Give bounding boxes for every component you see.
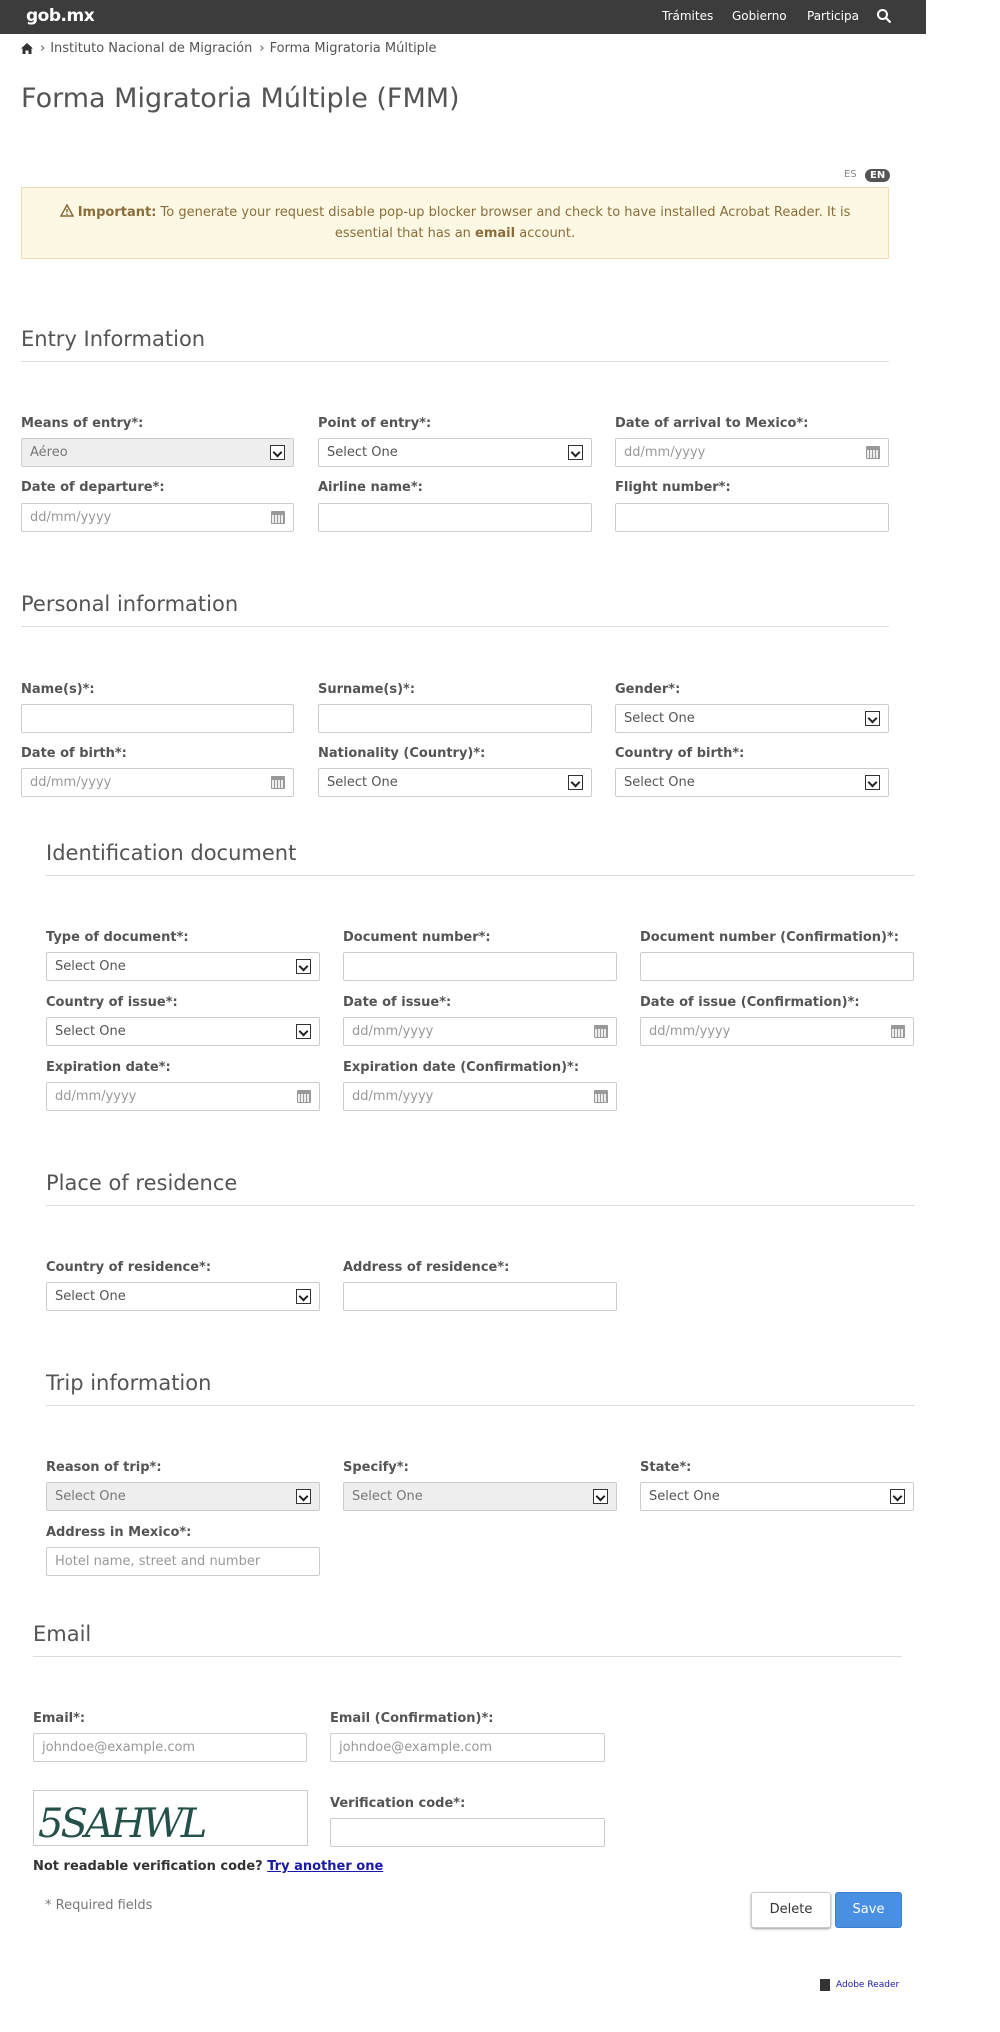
personal-section-title: Personal information xyxy=(21,592,239,616)
divider xyxy=(46,1205,915,1206)
country-of-birth-label: Country of birth*: xyxy=(615,746,745,761)
chevron-down-icon xyxy=(593,1489,608,1504)
chevron-down-icon xyxy=(296,959,311,974)
country-of-residence-select[interactable] xyxy=(46,1282,320,1311)
important-alert xyxy=(21,187,889,259)
date-of-issue-input[interactable] xyxy=(343,1017,617,1046)
arrival-date-input[interactable] xyxy=(615,438,889,467)
reason-of-trip-value: Select One xyxy=(55,1489,126,1504)
adobe-reader-text: Adobe Reader xyxy=(836,1980,900,1990)
doc-number-label: Document number*: xyxy=(343,930,491,945)
state-select[interactable] xyxy=(640,1482,914,1511)
svg-text:5SAHWL: 5SAHWL xyxy=(38,1801,205,1845)
breadcrumb xyxy=(21,41,437,56)
doc-number-confirm-label: Document number (Confirmation)*: xyxy=(640,930,899,945)
warning-icon xyxy=(60,204,74,217)
state-label: State*: xyxy=(640,1460,692,1475)
chevron-down-icon xyxy=(296,1024,311,1039)
airline-name-label: Airline name*: xyxy=(318,480,423,495)
means-of-entry-label: Means of entry*: xyxy=(21,416,144,431)
divider xyxy=(21,361,889,362)
nav-tramites[interactable]: Trámites xyxy=(662,9,714,23)
doc-type-value: Select One xyxy=(55,959,126,974)
expiration-date-confirm-label: Expiration date (Confirmation)*: xyxy=(343,1060,580,1075)
delete-button[interactable]: Delete xyxy=(751,1892,831,1928)
chevron-down-icon xyxy=(270,445,285,460)
surnames-label: Surname(s)*: xyxy=(318,682,416,697)
email-section-title: Email xyxy=(33,1622,92,1646)
email-confirm-placeholder: johndoe@example.com xyxy=(339,1740,493,1755)
calendar-icon[interactable] xyxy=(297,1090,311,1103)
nationality-label: Nationality (Country)*: xyxy=(318,746,486,761)
breadcrumb-fmm: Forma Migratoria Múltiple xyxy=(269,41,437,56)
dob-input[interactable] xyxy=(21,768,294,797)
gender-select[interactable] xyxy=(615,704,889,733)
point-of-entry-value: Select One xyxy=(327,445,398,460)
calendar-icon[interactable] xyxy=(594,1090,608,1103)
adobe-reader-link[interactable] xyxy=(820,1979,899,1991)
country-of-birth-select[interactable] xyxy=(615,768,889,797)
country-of-residence-value: Select One xyxy=(55,1289,126,1304)
captcha-image xyxy=(33,1790,308,1846)
address-in-mexico-input[interactable] xyxy=(46,1547,320,1576)
verification-code-label: Verification code*: xyxy=(330,1796,466,1811)
email-label: Email*: xyxy=(33,1711,86,1726)
chevron-down-icon xyxy=(296,1489,311,1504)
nav-gobierno[interactable]: Gobierno xyxy=(732,9,787,23)
gender-label: Gender*: xyxy=(615,682,681,697)
alert-text-end: account. xyxy=(515,226,576,241)
doc-number-confirm-input[interactable] xyxy=(640,952,914,981)
specify-value: Select One xyxy=(352,1489,423,1504)
adobe-icon xyxy=(820,1979,830,1991)
chevron-down-icon xyxy=(296,1289,311,1304)
expiration-date-placeholder: dd/mm/yyyy xyxy=(55,1089,137,1104)
captcha-graphic xyxy=(34,1791,307,1845)
calendar-icon[interactable] xyxy=(271,511,285,524)
doc-type-label: Type of document*: xyxy=(46,930,189,945)
address-of-residence-label: Address of residence*: xyxy=(343,1260,510,1275)
date-of-issue-confirm-input[interactable] xyxy=(640,1017,914,1046)
means-of-entry-value: Aéreo xyxy=(30,445,68,460)
nationality-value: Select One xyxy=(327,775,398,790)
arrival-date-placeholder: dd/mm/yyyy xyxy=(624,445,706,460)
save-button[interactable]: Save xyxy=(835,1892,902,1928)
flight-number-label: Flight number*: xyxy=(615,480,731,495)
address-of-residence-input[interactable] xyxy=(343,1282,617,1311)
chevron-down-icon xyxy=(865,775,880,790)
names-label: Name(s)*: xyxy=(21,682,95,697)
required-fields-note: * Required fields xyxy=(45,1898,153,1913)
state-value: Select One xyxy=(649,1489,720,1504)
calendar-icon[interactable] xyxy=(594,1025,608,1038)
date-of-issue-confirm-placeholder: dd/mm/yyyy xyxy=(649,1024,731,1039)
try-another-link[interactable]: Try another one xyxy=(267,1859,384,1874)
alert-strong: Important: xyxy=(77,205,157,220)
country-of-birth-value: Select One xyxy=(624,775,695,790)
airline-name-input[interactable] xyxy=(318,503,592,532)
reason-of-trip-select[interactable] xyxy=(46,1482,320,1511)
residence-section-title: Place of residence xyxy=(46,1171,238,1195)
lang-es-toggle[interactable]: ES xyxy=(844,169,857,180)
departure-date-placeholder: dd/mm/yyyy xyxy=(30,510,112,525)
country-of-issue-label: Country of issue*: xyxy=(46,995,178,1010)
divider xyxy=(21,626,889,627)
doc-type-select[interactable] xyxy=(46,952,320,981)
address-in-mexico-placeholder: Hotel name, street and number xyxy=(55,1554,261,1569)
verification-code-input[interactable] xyxy=(330,1818,605,1847)
chevron-right-icon: › xyxy=(40,41,46,56)
flight-number-input[interactable] xyxy=(615,503,889,532)
surnames-input[interactable] xyxy=(318,704,592,733)
gobmx-logo[interactable]: gob.mx xyxy=(26,6,95,26)
departure-date-label: Date of departure*: xyxy=(21,480,165,495)
divider xyxy=(46,875,915,876)
home-icon[interactable] xyxy=(21,43,33,54)
doc-number-input[interactable] xyxy=(343,952,617,981)
divider xyxy=(33,1656,902,1657)
point-of-entry-select[interactable] xyxy=(318,438,592,467)
chevron-down-icon xyxy=(568,445,583,460)
trip-section-title: Trip information xyxy=(46,1371,212,1395)
country-of-issue-value: Select One xyxy=(55,1024,126,1039)
gender-value: Select One xyxy=(624,711,695,726)
chevron-down-icon xyxy=(890,1489,905,1504)
calendar-icon[interactable] xyxy=(866,446,880,459)
departure-date-input[interactable] xyxy=(21,503,294,532)
chevron-down-icon xyxy=(568,775,583,790)
entry-section-title: Entry Information xyxy=(21,327,206,351)
nationality-select[interactable] xyxy=(318,768,592,797)
email-confirm-label: Email (Confirmation)*: xyxy=(330,1711,494,1726)
breadcrumb-inm[interactable]: Instituto Nacional de Migración xyxy=(50,41,253,56)
expiration-date-input[interactable] xyxy=(46,1082,320,1111)
dob-label: Date of birth*: xyxy=(21,746,127,761)
date-of-issue-placeholder: dd/mm/yyyy xyxy=(352,1024,434,1039)
not-readable-text: Not readable verification code? xyxy=(33,1859,263,1874)
date-of-issue-label: Date of issue*: xyxy=(343,995,452,1010)
point-of-entry-label: Point of entry*: xyxy=(318,416,432,431)
captcha-refresh-row xyxy=(33,1859,383,1874)
chevron-down-icon xyxy=(865,711,880,726)
expiration-date-confirm-placeholder: dd/mm/yyyy xyxy=(352,1089,434,1104)
date-of-issue-confirm-label: Date of issue (Confirmation)*: xyxy=(640,995,860,1010)
calendar-icon[interactable] xyxy=(891,1025,905,1038)
email-placeholder: johndoe@example.com xyxy=(42,1740,196,1755)
calendar-icon[interactable] xyxy=(271,776,285,789)
names-input[interactable] xyxy=(21,704,294,733)
alert-text: To generate your request disable pop-up blocker browser and check to have installed Acrobat Reader. It is essential that has an xyxy=(156,205,851,241)
address-in-mexico-label: Address in Mexico*: xyxy=(46,1525,192,1540)
expiration-date-label: Expiration date*: xyxy=(46,1060,171,1075)
country-of-residence-label: Country of residence*: xyxy=(46,1260,212,1275)
search-icon[interactable] xyxy=(876,8,892,24)
expiration-date-confirm-input[interactable] xyxy=(343,1082,617,1111)
dob-placeholder: dd/mm/yyyy xyxy=(30,775,112,790)
identification-section-title: Identification document xyxy=(46,841,297,865)
arrival-date-label: Date of arrival to Mexico*: xyxy=(615,416,809,431)
chevron-right-icon: › xyxy=(259,41,265,56)
nav-participa[interactable]: Participa xyxy=(807,9,859,23)
alert-email: email xyxy=(475,226,516,241)
page-title: Forma Migratoria Múltiple (FMM) xyxy=(21,83,460,114)
email-input[interactable] xyxy=(33,1733,307,1762)
top-navbar xyxy=(0,0,926,34)
country-of-issue-select[interactable] xyxy=(46,1017,320,1046)
email-confirm-input[interactable] xyxy=(330,1733,605,1762)
reason-of-trip-label: Reason of trip*: xyxy=(46,1460,162,1475)
lang-en-toggle[interactable]: EN xyxy=(865,169,890,182)
specify-select[interactable] xyxy=(343,1482,617,1511)
divider xyxy=(46,1405,915,1406)
specify-label: Specify*: xyxy=(343,1460,409,1475)
means-of-entry-select[interactable] xyxy=(21,438,294,467)
